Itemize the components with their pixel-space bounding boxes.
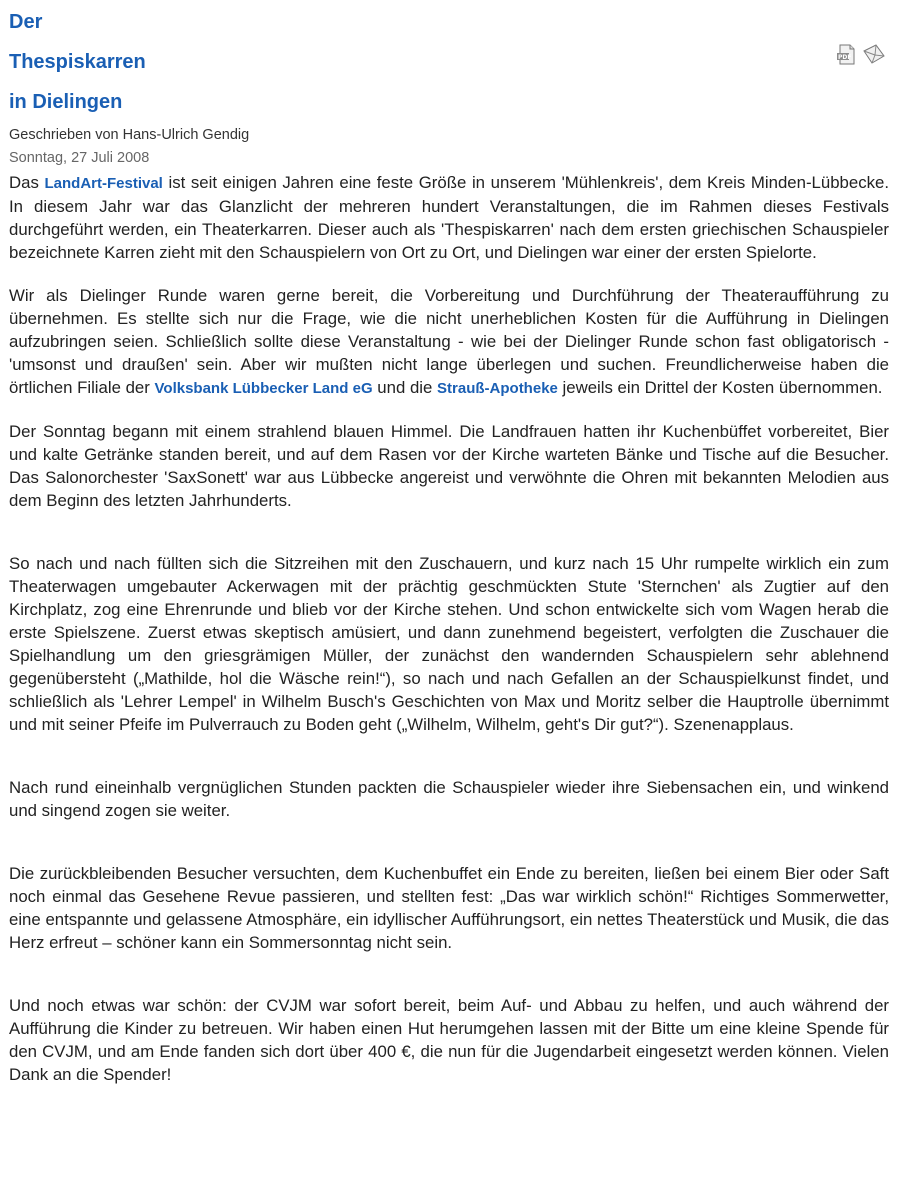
article-date: Sonntag, 27 Juli 2008 — [9, 150, 150, 166]
article-title-line-2: Thespiskarren — [9, 51, 146, 73]
article-title — [9, 2, 309, 122]
link-volksbank[interactable]: Volksbank Lübbecker Land eG — [154, 380, 373, 397]
paragraph-text: jeweils ein Drittel der Kosten übernommen. — [557, 378, 883, 397]
paragraph-7: Und noch etwas war schön: der CVJM war sofort bereit, beim Auf- und Abbau zu helfen, und auch während der Aufführung die Kinder zu betreuen. Wir haben einen Hut herumgehen lassen mit der Bitte um eine kleine Spende für den CVJM, und am Ende fanden sich dort über 400 €, die nun für die Jugendarbeit eingesetzt werden können. Vielen Dank an die Spender! — [9, 996, 889, 1084]
paragraph-text: Wir als Dielinger Runde waren gerne bereit, die Vorbereitung und Durchführung der Theateraufführung zu übernehmen. Es stellte sich nur die Frage, wie die nicht unerheblichen Kosten für die Aufführung in Dielingen aufzubringen seien. Schließlich sollte diese Veranstaltung - wie bei der Dielinger Runde schon fast obligatorisch - 'umsonst und draußen' sein. Aber wir mußten nicht lange überlegen und suchen. Freundlicherweise haben die örtlichen Filiale der — [9, 286, 889, 397]
pdf-icon[interactable] — [834, 42, 859, 67]
link-strauss-apotheke[interactable]: Strauß-Apotheke — [437, 380, 558, 397]
paragraph-text: und die — [372, 378, 438, 397]
article-tools — [834, 42, 886, 67]
paragraph-text: ist seit einigen Jahren eine feste Größe in unserem 'Mühlenkreis', dem Kreis Minden-Lübbecke. In diesem Jahr war das Glanzlicht der mehreren hundert Veranstaltungen, die im Rahmen dieses Festivals durchgeführt werden, ein Theaterkarren. Dieser auch als 'Thespiskarren' nach dem ersten griechischen Schauspieler bezeichnete Karren zieht mit den Schauspielern von Ort zu Ort, und Dielingen war einer der ersten Spielorte. — [9, 173, 889, 262]
paragraph-1 — [9, 171, 889, 264]
article-author: Geschrieben von Hans-Ulrich Gendig — [9, 127, 250, 143]
paragraph-6: Die zurückbleibenden Besucher versuchten, dem Kuchenbuffet ein Ende zu bereiten, ließen bei einem Bier oder Saft noch einmal das Gesehene Revue passieren, und stellten fest: „Das war wirklich schön!“ Richtiges Sommerwetter, eine entspannte und gelassene Atmosphäre, ein idyllischer Aufführungsort, ein nettes Theaterstück und Musik, die das Herz erfreut – schöner kann ein Sommersonntag nicht sein. — [9, 864, 889, 952]
email-icon[interactable] — [861, 42, 886, 67]
article-body — [9, 171, 889, 1086]
link-landart-festival[interactable]: LandArt-Festival — [44, 175, 163, 192]
svg-text:PDF: PDF — [838, 54, 852, 61]
paragraph-text: Das — [9, 173, 45, 192]
paragraph-2 — [9, 284, 889, 400]
paragraph-5: Nach rund eineinhalb vergnüglichen Stunden packten die Schauspieler wieder ihre Siebensachen ein, und winkend und singend zogen sie weiter. — [9, 778, 889, 820]
paragraph-3: Der Sonntag begann mit einem strahlend blauen Himmel. Die Landfrauen hatten ihr Kuchenbüffet vorbereitet, Bier und kalte Getränke standen bereit, und auf dem Rasen vor der Kirche warteten Bänke und Tische auf die Besucher. Das Salonorchester 'SaxSonett' war aus Lübbecke angereist und verwöhnte die Ohren mit bekannten Melodien aus dem Beginn des letzten Jahrhunderts. — [9, 422, 889, 510]
article-title-line-3: in Dielingen — [9, 91, 123, 113]
article-title-line-1: Der — [9, 11, 43, 33]
paragraph-4: So nach und nach füllten sich die Sitzreihen mit den Zuschauern, und kurz nach 15 Uhr rumpelte wirklich ein zum Theaterwagen umgebauter Ackerwagen mit der prächtig geschmückten Stute 'Sternchen' als Zugtier auf den Kirchplatz, zog eine Ehrenrunde und blieb vor der Kirche stehen. Und schon entwickelte sich vom Wagen herab die erste Spielszene. Zuerst etwas skeptisch amüsiert, und dann zunehmend begeistert, verfolgten die Zuschauer die Spielhandlung um den griesgrämigen Müller, der zunächst den wandernden Schauspielern sehr ablehnend gegenübersteht („Mathilde, hol die Wäsche rein!“), so nach und nach Gefallen an der Schauspielkunst findet, und schließlich als 'Lehrer Lempel' in Wilhelm Busch's Geschichten von Max und Moritz selber die Hauptrolle übernimmt und mit seiner Pfeife im Pulverrauch zu Boden geht („Wilhelm, Wilhelm, geht's Dir gut?“). Szenenapplaus. — [9, 554, 889, 734]
